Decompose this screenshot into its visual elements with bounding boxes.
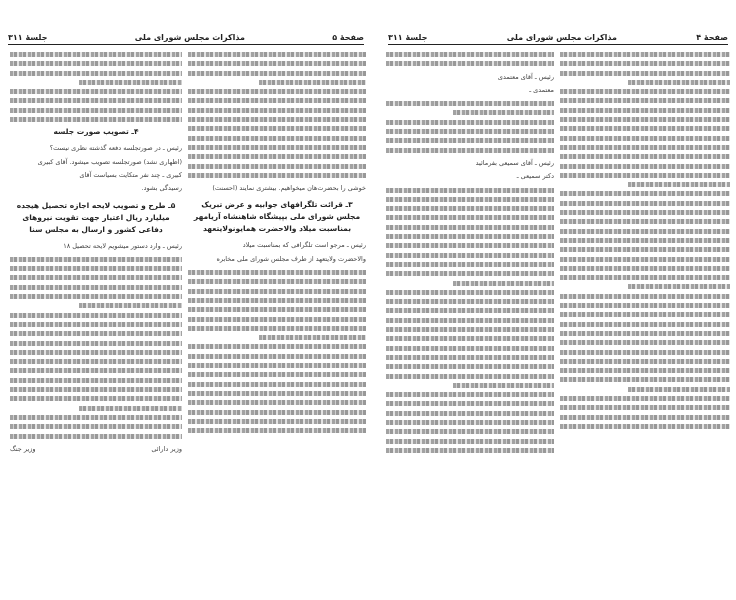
text-line <box>188 317 366 322</box>
text-line <box>628 182 730 187</box>
session-number: جلسهٔ ۳۱۱ <box>388 33 428 42</box>
text-line <box>386 234 554 239</box>
text-line <box>188 164 366 169</box>
text-line <box>560 154 730 159</box>
text-line <box>386 327 554 332</box>
text-line <box>386 206 554 211</box>
text-line <box>188 279 366 284</box>
paragraph-text: کبیری ـ چند نفر متکایت بسیاست آقای <box>79 170 182 179</box>
paragraph-text: خوشی را بحضرت‌ها‌ن میخواهیم. بیشتری نمایند (احسنت) <box>212 184 366 193</box>
text-line <box>560 52 730 57</box>
text-line <box>386 148 554 153</box>
column-right <box>188 48 366 593</box>
text-line <box>188 391 366 396</box>
text-line <box>188 400 366 405</box>
text-line <box>560 117 730 122</box>
text-line <box>560 396 730 401</box>
text-line <box>188 428 366 433</box>
text-line <box>188 98 366 103</box>
text-line <box>560 312 730 317</box>
page-header <box>388 28 728 45</box>
text-line <box>10 89 182 94</box>
text-line <box>560 173 730 178</box>
publication-title: مذاکرات مجلس شورای ملی <box>506 33 617 42</box>
paragraph-text: (اظهاری نشد) صورتجلسه تصویب میشود. آقای کبیری <box>37 157 182 166</box>
text-line <box>560 98 730 103</box>
text-line <box>188 154 366 159</box>
paragraph-text: رئیس ـ آقای معتمدی <box>497 72 554 81</box>
text-line <box>560 266 730 271</box>
text-line <box>560 219 730 224</box>
page-number: صفحهٔ ۴ <box>696 33 728 42</box>
text-line <box>10 275 182 280</box>
text-line <box>10 322 182 327</box>
text-line <box>188 126 366 131</box>
text-line <box>560 322 730 327</box>
text-line <box>386 262 554 267</box>
text-line <box>560 201 730 206</box>
text-line <box>10 285 182 290</box>
text-line <box>386 308 554 313</box>
text-line <box>386 129 554 134</box>
text-line <box>10 350 182 355</box>
text-line <box>386 225 554 230</box>
text-line <box>560 350 730 355</box>
text-line <box>386 138 554 143</box>
column-left <box>10 48 182 593</box>
paragraph-text: رئیس ـ آقای سمیعی بفرمائید <box>475 158 554 167</box>
text-line <box>386 271 554 276</box>
text-line <box>188 382 366 387</box>
text-line <box>386 392 554 397</box>
text-line <box>560 229 730 234</box>
text-line <box>188 344 366 349</box>
text-line <box>10 359 182 364</box>
text-line <box>386 346 554 351</box>
text-line <box>560 61 730 66</box>
text-line <box>188 89 366 94</box>
page-header <box>8 28 364 45</box>
text-line <box>386 197 554 202</box>
text-line <box>560 145 730 150</box>
text-line <box>188 326 366 331</box>
text-line <box>188 173 366 178</box>
text-line <box>188 61 366 66</box>
text-line <box>560 359 730 364</box>
text-line <box>386 253 554 258</box>
text-line <box>386 411 554 416</box>
text-line <box>560 415 730 420</box>
text-line <box>10 368 182 373</box>
publication-title: مذاکرات مجلس شورای ملی <box>134 33 245 42</box>
text-line <box>560 340 730 345</box>
text-line <box>560 89 730 94</box>
page-4 <box>380 0 736 600</box>
text-line <box>188 145 366 150</box>
text-line <box>188 372 366 377</box>
column-right <box>560 48 730 593</box>
text-line <box>560 136 730 141</box>
text-line <box>628 284 730 289</box>
text-line <box>10 396 182 401</box>
text-line <box>79 80 182 85</box>
text-line <box>386 299 554 304</box>
text-line <box>560 405 730 410</box>
text-line <box>560 257 730 262</box>
text-line <box>10 387 182 392</box>
signature: وزیر جنگ <box>10 444 36 453</box>
text-line <box>79 406 182 411</box>
signatures <box>10 443 182 456</box>
text-line <box>560 238 730 243</box>
text-line <box>386 439 554 444</box>
text-line <box>560 191 730 196</box>
text-line <box>386 290 554 295</box>
text-line <box>386 101 554 106</box>
text-line <box>560 126 730 131</box>
text-line <box>10 266 182 271</box>
paragraph-text: رئیس ـ وارد دستور میشویم لایحه تحصیل ۱۸ <box>63 241 182 250</box>
session-number: جلسهٔ ۳۱۱ <box>8 33 48 42</box>
text-line <box>188 410 366 415</box>
text-line <box>560 424 730 429</box>
text-line <box>188 108 366 113</box>
text-line <box>386 364 554 369</box>
text-line <box>10 415 182 420</box>
text-line <box>10 434 182 439</box>
text-line <box>10 61 182 66</box>
text-line <box>10 108 182 113</box>
text-line <box>560 303 730 308</box>
text-line <box>453 383 554 388</box>
text-line <box>453 281 554 286</box>
paragraph-text: دکتر سمیعی ـ <box>516 172 554 181</box>
text-line <box>10 71 182 76</box>
text-line <box>560 108 730 113</box>
text-line <box>386 401 554 406</box>
paragraph-text: رئیس ـ در صورتجلسه دفعه گذشته نظری نیست؟ <box>49 144 182 153</box>
signature: وزیر دارائی <box>151 444 182 453</box>
text-line <box>10 378 182 383</box>
text-line <box>560 368 730 373</box>
text-line <box>188 307 366 312</box>
text-line <box>386 429 554 434</box>
text-line <box>188 289 366 294</box>
text-line <box>560 210 730 215</box>
text-line <box>386 336 554 341</box>
text-line <box>188 136 366 141</box>
text-line <box>386 243 554 248</box>
text-line <box>10 424 182 429</box>
text-line <box>628 80 730 85</box>
text-line <box>560 331 730 336</box>
text-line <box>188 419 366 424</box>
paragraph-text: رئیس ـ مرجو است تلگرافی که بمناسبت میلاد <box>242 241 366 250</box>
text-line <box>386 120 554 125</box>
section-heading: ۴ـ تصویب صورت جلسه <box>53 127 139 137</box>
text-line <box>386 318 554 323</box>
text-line <box>188 71 366 76</box>
text-line <box>560 294 730 299</box>
paragraph-text: رسیدگی بشود. <box>141 184 182 193</box>
text-line <box>386 355 554 360</box>
text-line <box>259 335 366 340</box>
paragraph-text: والاحضرت ولایتعهد از طرف مجلس شورای ملی مخابره <box>216 254 366 263</box>
text-line <box>10 257 182 262</box>
column-left <box>386 48 554 593</box>
text-line <box>188 52 366 57</box>
text-line <box>188 298 366 303</box>
text-line <box>386 374 554 379</box>
text-line <box>10 117 182 122</box>
text-line <box>10 52 182 57</box>
text-line <box>560 377 730 382</box>
text-line <box>386 52 554 57</box>
text-line <box>188 363 366 368</box>
section-heading: ۵ـ طرح و تصویب لایحه اجازه تحصیل هیجده میلیارد ریال اعتبار جهت تقویت نیروهای دفاعی کشور و ارسال به مجلس سنا <box>16 200 176 234</box>
text-line <box>560 275 730 280</box>
text-line <box>386 61 554 66</box>
text-line <box>10 341 182 346</box>
page-number: صفحهٔ ۵ <box>332 33 364 42</box>
text-line <box>386 215 554 220</box>
text-line <box>386 448 554 453</box>
text-line <box>10 294 182 299</box>
text-line <box>10 331 182 336</box>
text-line <box>386 188 554 193</box>
text-line <box>386 420 554 425</box>
paragraph-text: معتمدی ـ <box>529 85 554 94</box>
text-line <box>79 303 182 308</box>
text-line <box>188 270 366 275</box>
text-line <box>560 164 730 169</box>
text-line <box>560 247 730 252</box>
text-line <box>10 313 182 318</box>
text-line <box>188 354 366 359</box>
text-line <box>560 71 730 76</box>
text-line <box>453 110 554 115</box>
text-line <box>188 117 366 122</box>
section-heading: ۳ـ قرائت تلگرافهای جوابیه و عرض تبریک مجلس شورای ملی بپیشگاه شاهنشاه آریامهر بمناسبت میلاد والاحضرت همایونولایتعهد <box>193 200 361 234</box>
text-line <box>628 387 730 392</box>
text-line <box>10 98 182 103</box>
text-line <box>259 80 366 85</box>
